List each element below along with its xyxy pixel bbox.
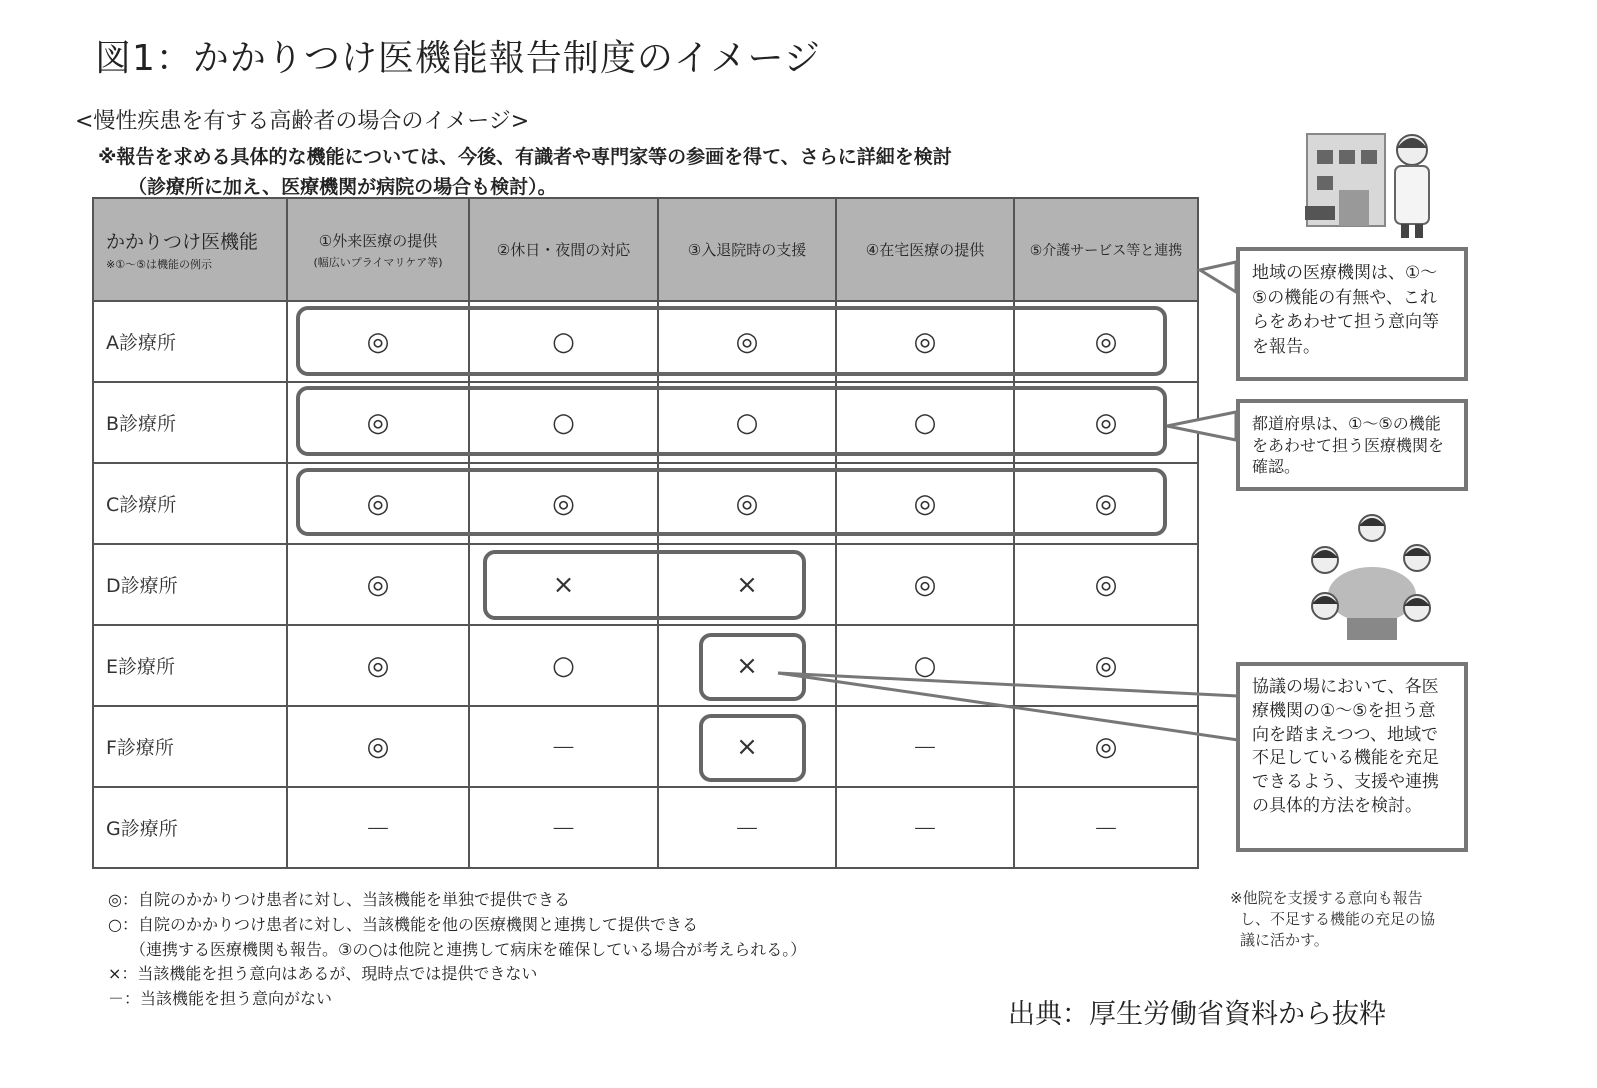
cell-symbol: ○ (552, 650, 575, 681)
figure-subtitle: <慢性疾患を有する高齢者の場合のイメージ> (75, 109, 530, 134)
cell-symbol: － (911, 815, 938, 845)
cell-symbol: ◎ (552, 488, 575, 519)
cell-symbol: × (736, 731, 758, 762)
row-label: D診療所 (93, 544, 287, 625)
cell-symbol: － (550, 815, 577, 845)
callout-prefecture (1236, 399, 1468, 491)
side-note-line-2: し、不足する機能の充足の協 (1240, 910, 1436, 928)
row-label: A診療所 (93, 301, 287, 382)
legend-double-circle: ◎：自院のかかりつけ患者に対し、当該機能を単独で提供できる (108, 890, 570, 909)
cell-symbol: ◎ (1094, 650, 1118, 681)
cell-symbol: － (733, 815, 760, 845)
col-5-label: ⑤介護サービス等と連携 (1029, 242, 1183, 259)
header-sub: ※①～⑤は機能の例示 (106, 258, 212, 271)
side-note-line-1: ※他院を支援する意向も報告 (1230, 889, 1423, 907)
callout-council-text: 協議の場において、各医療機関の①～⑤を担う意向を踏まえつつ、地域で不足している機能を充足できるよう、支援や連携の具体的方法を検討。 (1252, 677, 1439, 816)
cell-symbol: ○ (552, 407, 575, 438)
callout-report (1236, 247, 1468, 381)
cell-symbol: ◎ (366, 731, 390, 762)
cell-symbol: ◎ (366, 488, 390, 519)
note-line-1: ※報告を求める具体的な機能については、今後、有識者や専門家等の参画を得て、さらに詳細を検討 (98, 146, 952, 168)
cell-symbol: ◎ (735, 488, 759, 519)
cell-symbol: ◎ (1094, 488, 1118, 519)
figure-title: 図1：かかりつけ医機能報告制度のイメージ (95, 38, 821, 79)
cell-symbol: × (736, 650, 758, 681)
note-line-2: （診療所に加え、医療機関が病院の場合も検討）。 (128, 176, 557, 198)
meeting-table-icon (1328, 567, 1416, 623)
cell-symbol: ○ (552, 326, 575, 357)
header-main: かかりつけ医機能 (106, 231, 259, 253)
col-1-label: ①外来医療の提供 (318, 231, 438, 250)
col-2-label: ②休日・夜間の対応 (496, 241, 631, 259)
col-1-sub: (幅広いプライマリケア等) (313, 255, 443, 269)
pointer-prefecture (1167, 412, 1236, 440)
legend-circle-note: （連携する医療機関も報告。③の○は他院と連携して病床を確保している場合が考えられる。） (130, 939, 807, 959)
legend (108, 888, 806, 1012)
col-4-label: ④在宅医療の提供 (865, 241, 985, 259)
cell-symbol: － (911, 734, 938, 764)
cell-symbol: ○ (913, 650, 937, 681)
row-label: G診療所 (93, 787, 287, 868)
cell-symbol: × (736, 569, 758, 600)
meeting-illustration (1307, 510, 1437, 650)
cell-symbol: ◎ (1094, 569, 1118, 600)
cell-symbol: ◎ (1094, 731, 1118, 762)
legend-circle: ○：自院のかかりつけ患者に対し、当該機能を他の医療機関と連携して提供できる (108, 914, 698, 934)
legend-dash: －：当該機能を担う意向がない (108, 989, 333, 1009)
cell-symbol: － (1092, 815, 1119, 845)
side-note-line-3: 議に活かす。 (1240, 931, 1329, 949)
callout-council (1236, 662, 1468, 852)
cell-symbol: ○ (913, 407, 937, 438)
cell-symbol: ◎ (1094, 407, 1118, 438)
col-3-label: ③入退院時の支援 (687, 241, 807, 259)
pointer-report (1200, 262, 1236, 292)
row-label: E診療所 (93, 625, 287, 706)
cell-symbol: × (552, 569, 575, 600)
cell-symbol: ◎ (913, 326, 937, 357)
cell-symbol: ○ (735, 407, 759, 438)
cell-symbol: ◎ (366, 650, 390, 681)
cell-symbol: ◎ (1094, 326, 1118, 357)
cell-symbol: ◎ (913, 569, 937, 600)
cell-symbol: ◎ (366, 326, 390, 357)
cell-symbol: ◎ (366, 569, 390, 600)
cell-symbol: ◎ (735, 326, 759, 357)
cell-symbol: － (550, 734, 577, 764)
side-note (1230, 888, 1435, 951)
cell-symbol: ◎ (366, 407, 390, 438)
row-label: B診療所 (93, 382, 287, 463)
legend-cross: ×：当該機能を担う意向はあるが、現時点では提供できない (108, 964, 538, 984)
cell-symbol: － (364, 815, 391, 845)
source-credit: 出典：厚生労働省資料から抜粋 (1008, 999, 1386, 1030)
cell-symbol: ◎ (913, 488, 937, 519)
callout-report-text: 地域の医療機関は、①～⑤の機能の有無や、これらをあわせて担う意向等を報告。 (1252, 263, 1439, 357)
callout-prefecture-text: 都道府県は、①～⑤の機能をあわせて担う医療機関を確認。 (1252, 414, 1445, 477)
row-label: F診療所 (93, 706, 287, 787)
hospital-doctor-illustration (1295, 120, 1445, 240)
row-label: C診療所 (93, 463, 287, 544)
